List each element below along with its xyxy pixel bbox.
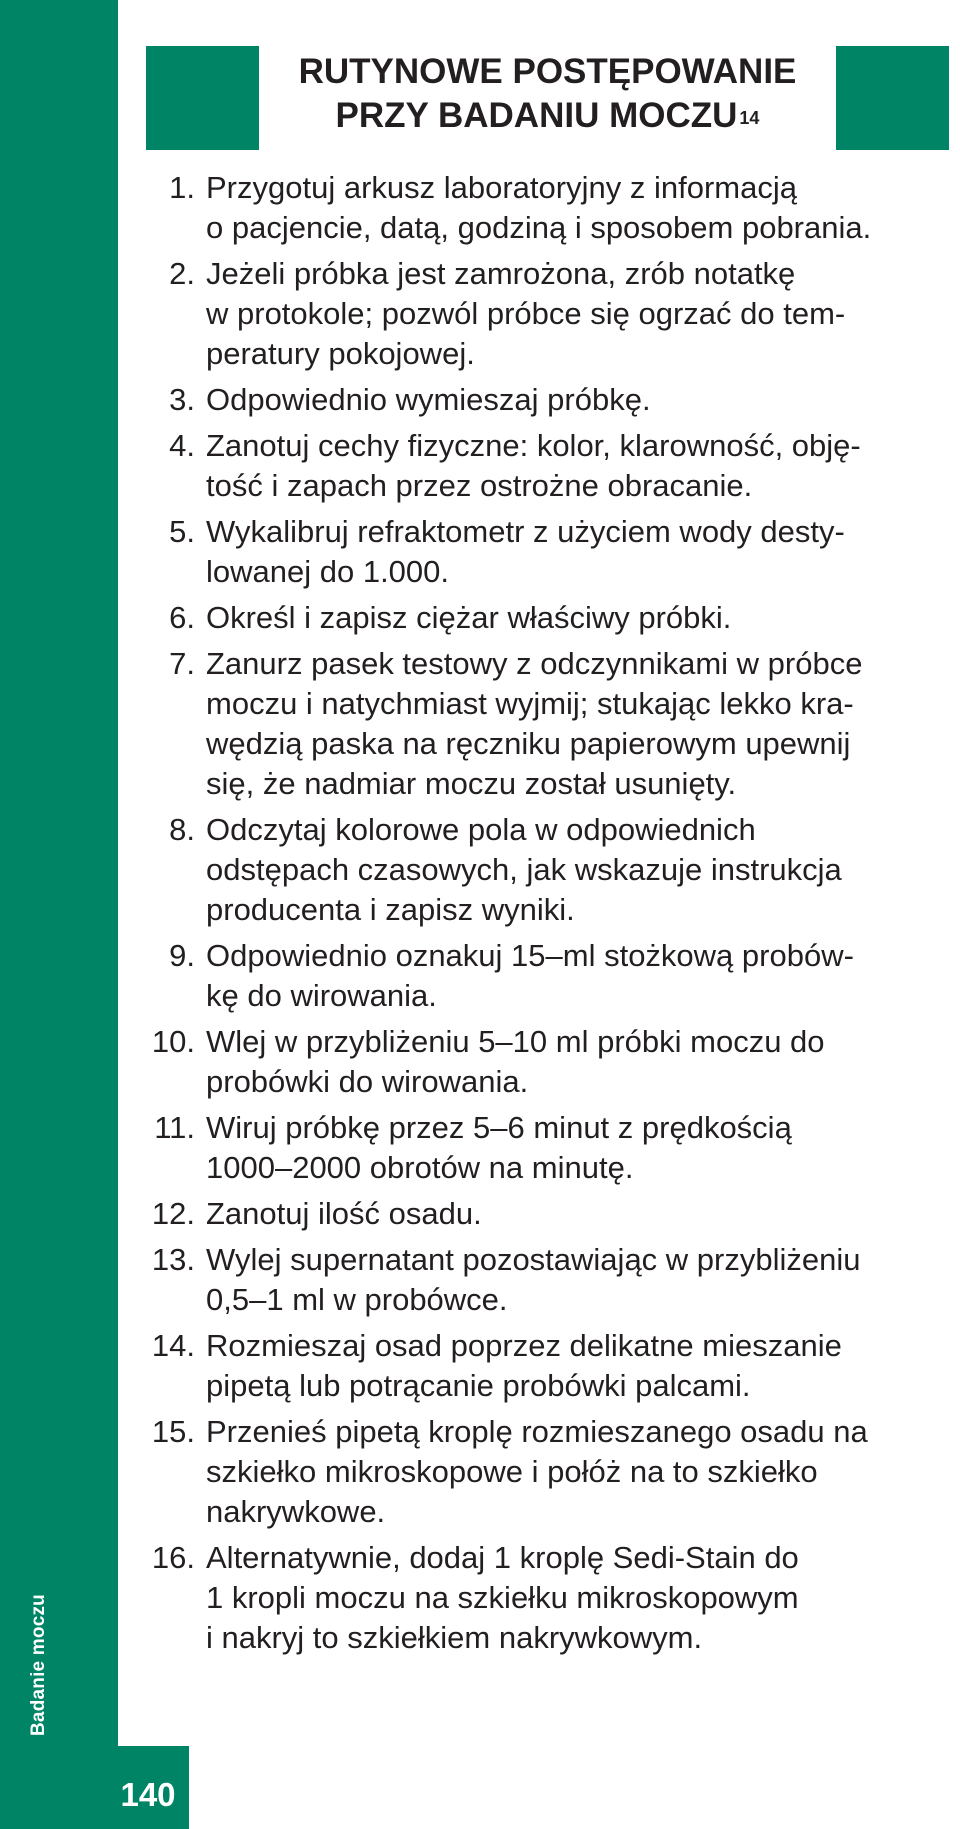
step-item: [138, 1326, 950, 1406]
steps-list: [138, 168, 950, 1664]
step-item: [138, 810, 950, 930]
step-item: [138, 1022, 950, 1102]
page-number: 140: [120, 1775, 176, 1813]
step-text: Zanotuj ilość osadu.: [206, 1196, 482, 1231]
step-item: [138, 254, 950, 374]
step-item: [138, 512, 950, 592]
step-number: 5.: [169, 514, 195, 549]
step-item: [138, 598, 950, 638]
step-text: Wlej w przybliżeniu 5–10 ml próbki moczu do probówki do wirowania.: [206, 1024, 825, 1099]
step-item: [138, 1240, 950, 1320]
step-number: 1.: [169, 170, 195, 205]
page-title: [259, 50, 836, 138]
step-text: Przenieś pipetą kroplę rozmieszanego osadu na szkiełko mikroskopowe i połóż na to szkiełko nakrywkowe.: [206, 1414, 868, 1529]
step-item: [138, 1194, 950, 1234]
step-text: Alternatywnie, dodaj 1 kroplę Sedi-Stain do 1 kropli moczu na szkiełku mikroskopowym i nakryj to szkiełkiem nakrywkowym.: [206, 1540, 799, 1655]
step-number: 9.: [169, 938, 195, 973]
step-text: Zanurz pasek testowy z odczynnikami w próbce moczu i natychmiast wyjmij; stukając lekko kra- wędzią paska na ręczniku papierowym upewnij się, że nadmiar moczu został usunięty.: [206, 646, 863, 801]
title-block-right: [836, 46, 949, 150]
step-text: Odpowiednio wymieszaj próbkę.: [206, 382, 651, 417]
step-item: [138, 1412, 950, 1532]
step-number: 2.: [169, 256, 195, 291]
step-number: 15.: [151, 1414, 195, 1449]
step-item: [138, 1538, 950, 1658]
step-number: 6.: [169, 600, 195, 635]
page-number-box: [107, 1746, 189, 1829]
step-number: 16.: [151, 1540, 195, 1575]
step-number: 10.: [151, 1024, 195, 1059]
step-item: [138, 936, 950, 1016]
title-footnote: 14: [739, 108, 760, 128]
step-item: [138, 1108, 950, 1188]
title-line-1: RUTYNOWE POSTĘPOWANIE: [298, 52, 797, 91]
step-number: 3.: [169, 382, 195, 417]
step-text: Rozmieszaj osad poprzez delikatne mieszanie pipetą lub potrącanie probówki palcami.: [206, 1328, 842, 1403]
step-number: 12.: [151, 1196, 195, 1231]
step-number: 8.: [169, 812, 195, 847]
step-text: Przygotuj arkusz laboratoryjny z informacją o pacjencie, datą, godziną i sposobem pobrania.: [206, 170, 872, 245]
step-number: 13.: [151, 1242, 195, 1277]
step-item: [138, 426, 950, 506]
section-label: [24, 1585, 54, 1745]
section-label-text: Badanie moczu: [28, 1594, 49, 1736]
title-line-2: PRZY BADANIU MOCZU: [335, 96, 738, 135]
step-text: Wylej supernatant pozostawiając w przybliżeniu 0,5–1 ml w probówce.: [206, 1242, 861, 1317]
step-number: 14.: [151, 1328, 195, 1363]
step-item: [138, 644, 950, 804]
step-text: Wiruj próbkę przez 5–6 minut z prędkością 1000–2000 obrotów na minutę.: [206, 1110, 792, 1185]
step-item: [138, 168, 950, 248]
step-text: Odczytaj kolorowe pola w odpowiednich odstępach czasowych, jak wskazuje instrukcja producenta i zapisz wyniki.: [206, 812, 842, 927]
step-item: [138, 380, 950, 420]
step-text: Określ i zapisz ciężar właściwy próbki.: [206, 600, 732, 635]
title-block-left: [146, 46, 259, 150]
step-number: 11.: [154, 1110, 195, 1145]
step-text: Zanotuj cechy fizyczne: kolor, klarowność, obję- tość i zapach przez ostrożne obracanie.: [206, 428, 861, 503]
step-text: Jeżeli próbka jest zamrożona, zrób notatkę w protokole; pozwól próbce się ogrzać do tem- peratury pokojowej.: [206, 256, 846, 371]
side-band: [0, 0, 118, 1829]
step-text: Wykalibruj refraktometr z użyciem wody desty- lowanej do 1.000.: [206, 514, 845, 589]
step-number: 7.: [169, 646, 195, 681]
step-number: 4.: [169, 428, 195, 463]
step-text: Odpowiednio oznakuj 15–ml stożkową probów- kę do wirowania.: [206, 938, 854, 1013]
